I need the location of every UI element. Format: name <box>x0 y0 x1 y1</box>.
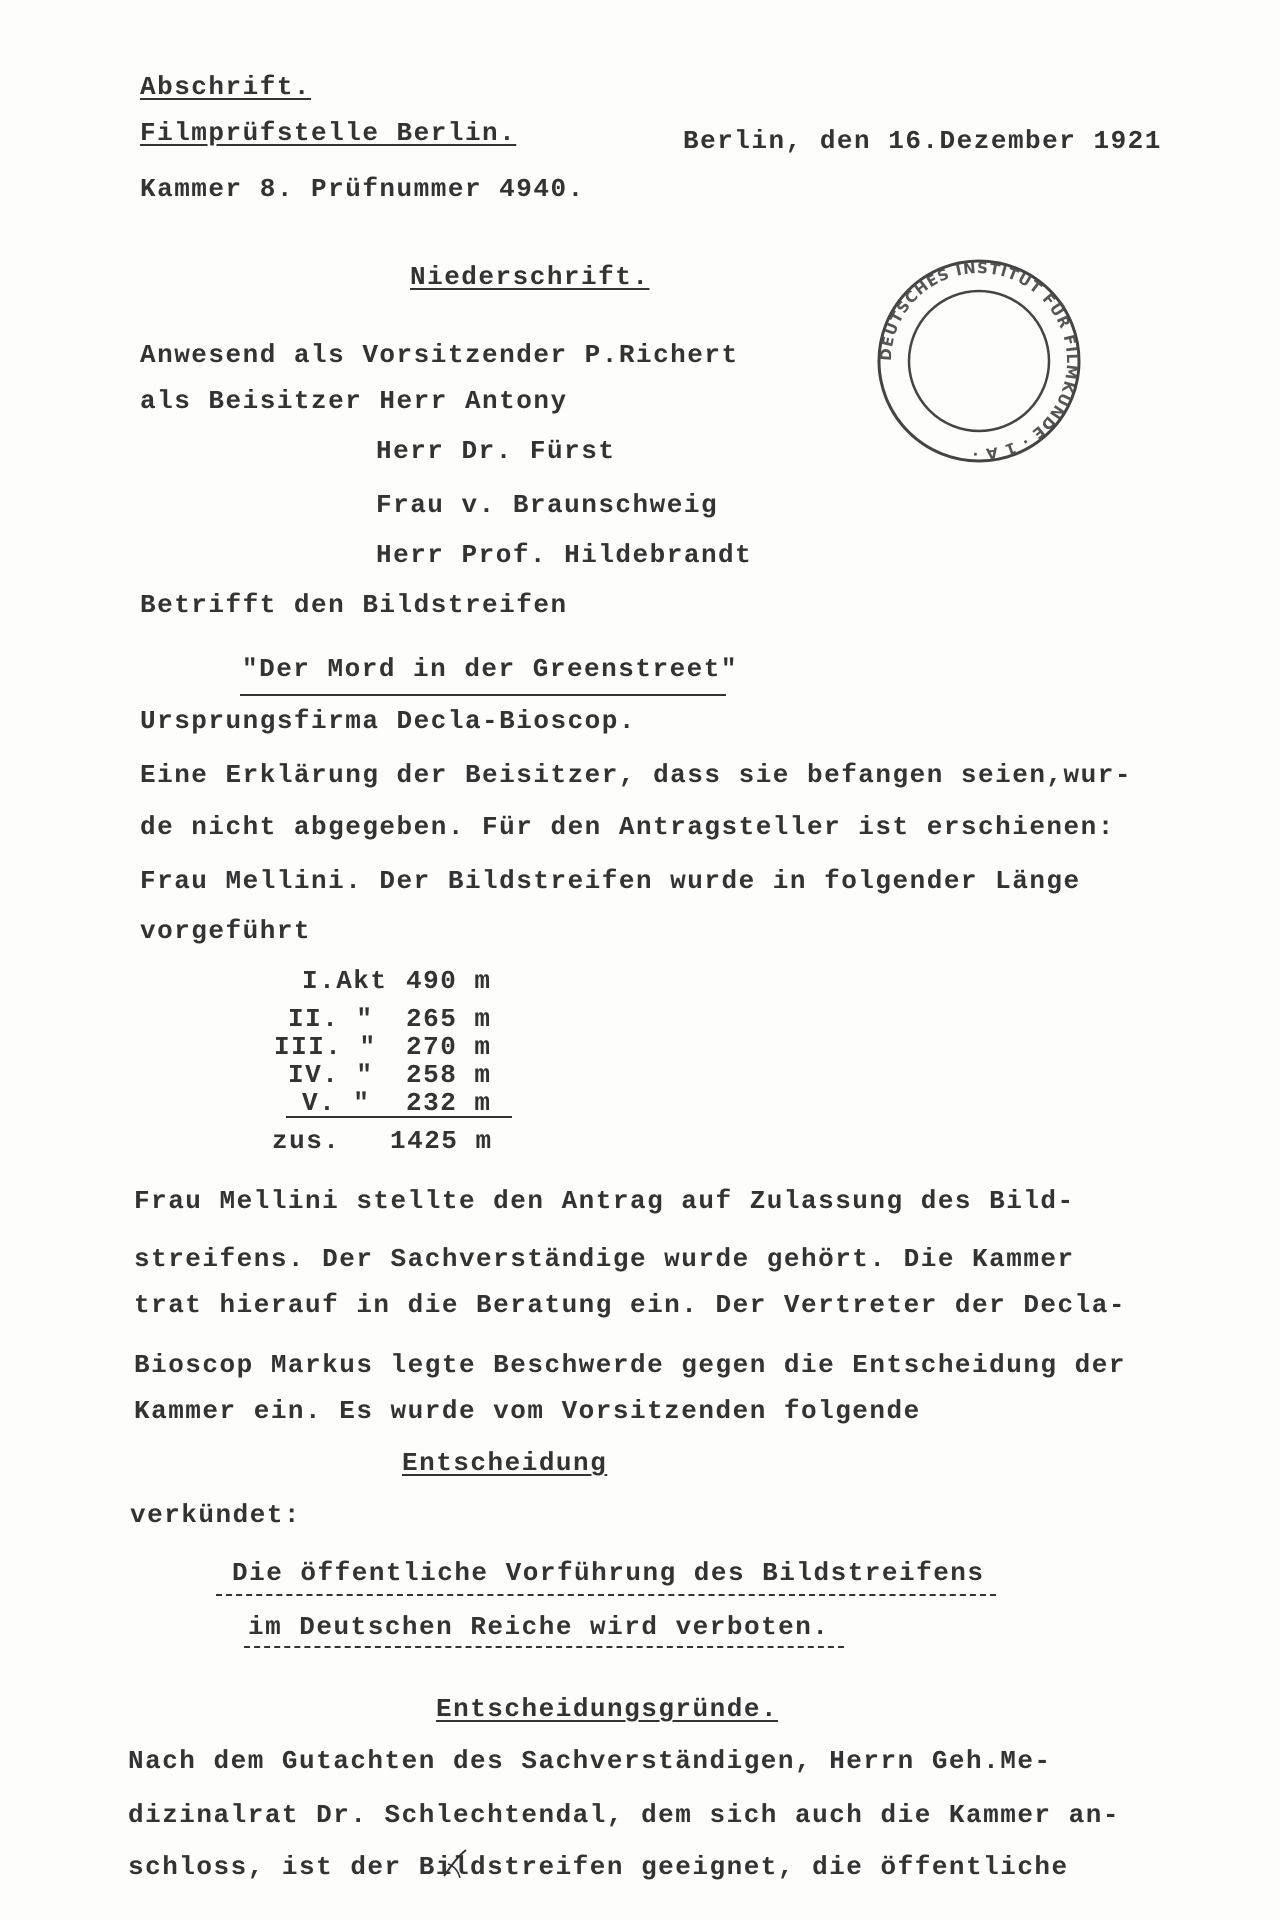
paragraph1-line: Eine Erklärung der Beisitzer, dass sie befangen seien,wur- <box>140 760 1132 790</box>
attendee-assessor-3: Frau v. Braunschweig <box>376 490 719 520</box>
paragraph2-line: Kammer ein. Es wurde vom Vorsitzenden folgende <box>134 1396 921 1426</box>
decision-heading: Entscheidung <box>402 1448 608 1478</box>
office-name: Filmprüfstelle Berlin. <box>140 118 517 148</box>
paragraph1-line: vorgeführt <box>140 916 312 946</box>
institute-stamp <box>870 256 1088 466</box>
act-label: V. " <box>302 1088 371 1118</box>
stamp-text: DEUTSCHES INSTITUT FÜR FILMKUNDE · 1 A · <box>876 258 1082 464</box>
subject-intro: Betrifft den Bildstreifen <box>140 590 568 620</box>
attendee-assessor-2: Herr Dr. Fürst <box>376 436 616 466</box>
origin-company: Ursprungsfirma Decla-Bioscop. <box>140 706 636 736</box>
act-length: 258 m <box>406 1060 492 1090</box>
act-length: 232 m <box>406 1088 492 1118</box>
decision-underline <box>244 1646 844 1648</box>
attendee-assessor-1: als Beisitzer Herr Antony <box>140 386 568 416</box>
act-label: IV. " <box>288 1060 374 1090</box>
sum-line <box>286 1116 512 1118</box>
total-label: zus. <box>272 1126 341 1156</box>
chamber-number: Kammer 8. Prüfnummer 4940. <box>140 174 585 204</box>
act-label: II. " <box>288 1004 374 1034</box>
copy-label: Abschrift. <box>140 72 312 102</box>
act-label: III. " <box>274 1032 377 1062</box>
attendee-assessor-4: Herr Prof. Hildebrandt <box>376 540 753 570</box>
attendee-chair: Anwesend als Vorsitzender P.Richert <box>140 340 739 370</box>
reasons-line: Nach dem Gutachten des Sachverständigen, Herrn Geh.Me- <box>128 1746 1052 1776</box>
paragraph2-line: Frau Mellini stellte den Antrag auf Zulassung des Bild- <box>134 1186 1075 1216</box>
reasons-heading: Entscheidungsgründe. <box>436 1694 779 1724</box>
decision-underline <box>216 1594 996 1596</box>
film-title-underline <box>240 694 726 696</box>
paragraph2-line: trat hierauf in die Beratung ein. Der Vertreter der Decla- <box>134 1290 1126 1320</box>
reasons-line: dizinalrat Dr. Schlechtendal, dem sich auch die Kammer an- <box>128 1800 1120 1830</box>
act-length: 265 m <box>406 1004 492 1034</box>
act-label: I.Akt <box>302 966 388 996</box>
place-date: Berlin, den 16.Dezember 1921 <box>683 126 1162 156</box>
reasons-line: schloss, ist der Bildstreifen geeignet, die öffentliche <box>128 1852 1069 1882</box>
handwritten-mark <box>440 1846 470 1882</box>
act-length: 270 m <box>406 1032 492 1062</box>
decision-line: im Deutschen Reiche wird verboten. <box>248 1612 830 1642</box>
document-title: Niederschrift. <box>410 262 650 292</box>
paragraph1-line: Frau Mellini. Der Bildstreifen wurde in folgender Länge <box>140 866 1081 896</box>
act-length: 490 m <box>406 966 492 996</box>
paragraph2-line: streifens. Der Sachverständige wurde gehört. Die Kammer <box>134 1244 1075 1274</box>
film-title: "Der Mord in der Greenstreet" <box>242 654 738 684</box>
paragraph2-line: Bioscop Markus legte Beschwerde gegen die Entscheidung der <box>134 1350 1126 1380</box>
total-length: 1425 m <box>390 1126 493 1156</box>
decision-line: Die öffentliche Vorführung des Bildstreifens <box>232 1558 985 1588</box>
decision-announced: verkündet: <box>130 1500 302 1530</box>
paragraph1-line: de nicht abgegeben. Für den Antragsteller ist erschienen: <box>140 812 1115 842</box>
